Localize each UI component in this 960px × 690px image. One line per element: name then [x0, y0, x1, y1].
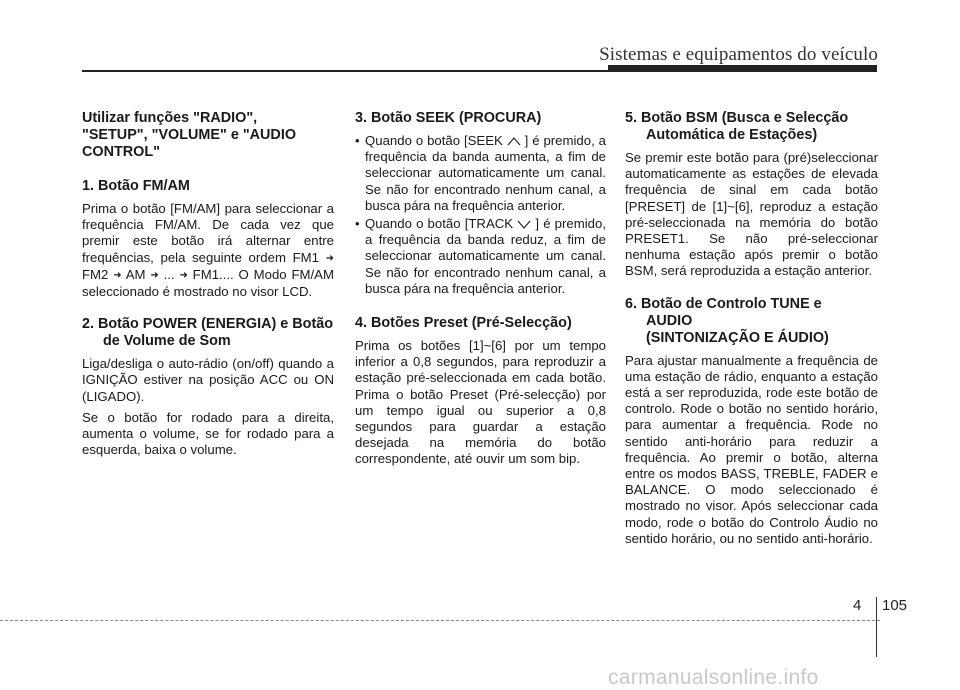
column-3 — [625, 110, 878, 552]
header-rule — [82, 70, 877, 72]
section-4-text: Prima os botões [1]~[6] por um tempo inferior a 0,8 segundos, para reproduzir a estação pré-seleccionada em cada botão. Prima o botão Preset (Pré-selecção) por um tempo igual ou superior a 0,8 segundos para guardar a estação desejada na memória do botão correspondente, até ouvir um som bip. — [355, 338, 606, 467]
column-2 — [355, 110, 606, 473]
intro-heading: Utilizar funções "RADIO", "SETUP", "VOLUME" e "AUDIO CONTROL" — [82, 110, 297, 160]
chapter-number: 4 — [853, 597, 862, 614]
footer-rule — [0, 620, 880, 621]
section-5-title: 5. Botão BSM (Busca e Selecção Automática de Estações) — [625, 110, 849, 143]
chevron-up-icon — [507, 137, 521, 146]
right-arrow-icon: ➜ — [113, 269, 122, 281]
section-3-list — [355, 133, 606, 297]
section-4-title: 4. Botões Preset (Pré-Selecção) — [355, 315, 572, 332]
section-2-text-1: Liga/desliga o auto-rádio (on/off) quando a IGNIÇÃO estiver na posição ACC ou ON (LIGADO). — [82, 356, 334, 404]
section-2-text-2: Se o botão for rodado para a direita, aumenta o volume, se for rodado para a esquerda, baixa o volume. — [82, 409, 334, 458]
right-arrow-icon: ➜ — [150, 269, 159, 281]
section-1-text: Prima o botão [FM/AM] para seleccionar a frequência FM/AM. De cada vez que premir este botão irá alternar entre frequências, pela seguinte ordem FM1 ➜ FM2 ➜ AM ➜ ... ➜ FM1.... O Modo FM/AM seleccionado é mostrado no visor LCD. — [82, 201, 335, 300]
section-6-text: Para ajustar manualmente a frequência de uma estação de rádio, enquanto a estação está a ser reproduzida, rode este botão de controlo. Rode o botão no sentido horário, para aumentar a frequência. Rode no sentido anti-horário para reduzir a frequência. Ao premir o botão, alterna entre os modos BASS, TREBLE, FADER e BALANCE. O modo seleccionado é mostrado no visor. Após seleccionar cada modo, rode o botão do Controlo Áudio no sentido horário, ou no sentido anti-horário. — [625, 352, 878, 546]
section-1-title: 1. Botão FM/AM — [82, 178, 190, 194]
watermark: carmanualsonline.info — [608, 666, 819, 689]
chevron-down-icon — [517, 220, 531, 229]
list-item: • Quando o botão [TRACK ] é premido, a frequência da banda reduz, a fim de seleccionar automaticamente um canal. Se não for encontrado nenhum canal, a busca pára na frequência anterior. — [355, 216, 606, 297]
page-number-divider — [876, 597, 877, 657]
section-2-title: 2. Botão POWER (ENERGIA) e Botão de Volume de Som — [82, 316, 334, 350]
right-arrow-icon: ➜ — [325, 252, 335, 264]
column-1 — [82, 110, 334, 463]
section-6-title: 6. Botão de Controlo TUNE e AUDIO (SINTONIZAÇÃO E ÁUDIO) — [625, 295, 829, 346]
list-item: • Quando o botão [SEEK ] é premido, a frequência da banda aumenta, a fim de seleccionar automaticamente um canal. Se não for encontrado nenhum canal, a busca pára na frequência anterior. — [355, 133, 606, 214]
section-3-title: 3. Botão SEEK (PROCURA) — [355, 110, 542, 126]
right-arrow-icon: ➜ — [179, 269, 188, 281]
section-5-text: Se premir este botão para (pré)seleccionar automaticamente as estações de elevada frequência de sinal em cada botão [PRESET] de [1]~[6], reproduz a estação pré-seleccionada na memória do botão PRESET1. Se não pré-seleccionar nenhuma estação após premir o botão BSM, será reproduzida a estação anterior. — [625, 150, 878, 279]
page-number: 105 — [882, 597, 908, 614]
page-header-title: Sistemas e equipamentos do veículo — [599, 44, 878, 65]
